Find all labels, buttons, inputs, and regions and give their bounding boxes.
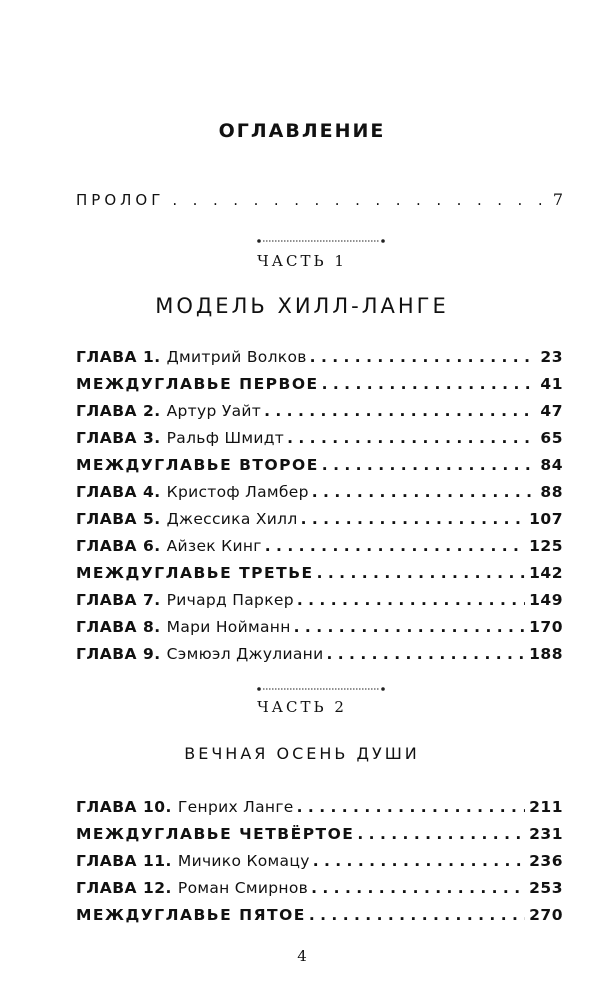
chapter-page: 149 [529,591,563,609]
chapter-page: 41 [540,375,563,393]
dot-leader [297,590,525,610]
chapter-page: 88 [540,483,563,501]
chapter-name: Дмитрий Волков [166,348,307,366]
dot-leader [294,617,526,637]
chapter-name: Мари Нойманн [166,618,291,636]
toc-title: ОГЛАВЛЕНИЕ [218,120,386,142]
chapter-label: ГЛАВА 7. [76,591,161,609]
chapter-label: ГЛАВА 4. [76,483,161,501]
toc-entry [76,878,563,898]
chapter-label: ГЛАВА 6. [76,537,161,555]
chapter-page: 188 [529,645,563,663]
toc-entry-prologue [76,190,563,209]
ornament-divider [256,238,386,244]
toc-entry [76,347,563,367]
chapter-name: Джессика Хилл [166,510,298,528]
chapter-page: 231 [529,825,563,843]
chapter-name: Артур Уайт [166,402,262,420]
part-1-label: ЧАСТЬ 1 [257,252,347,270]
dot-leader [317,563,526,583]
chapter-name: Кристоф Ламбер [166,483,309,501]
toc-entry [76,482,563,502]
dot-leader [322,455,537,475]
part-1-title: МОДЕЛЬ ХИЛЛ-ЛАНГЕ [155,294,449,318]
toc-entry [76,536,563,556]
chapter-page: 253 [529,879,563,897]
chapter-label: МЕЖДУГЛАВЬЕ ТРЕТЬЕ [76,564,314,582]
page-number: 4 [297,947,307,965]
dot-leader [172,191,544,209]
chapter-label: ГЛАВА 1. [76,348,161,366]
chapter-label: МЕЖДУГЛАВЬЕ ЧЕТВЁРТОЕ [76,825,355,843]
dot-leader [301,509,526,529]
toc-entry [76,905,563,925]
chapter-name: Сэмюэл Джулиани [166,645,324,663]
chapter-label: ГЛАВА 5. [76,510,161,528]
dot-leader [322,374,537,394]
chapter-name: Айзек Кинг [166,537,262,555]
dot-leader [326,644,525,664]
dot-leader [310,347,537,367]
dot-leader [313,851,525,871]
toc-entry [76,617,563,637]
part-2-title: ВЕЧНАЯ ОСЕНЬ ДУШИ [184,744,420,763]
chapter-label: ГЛАВА 8. [76,618,161,636]
chapter-page: 23 [540,348,563,366]
chapter-page: 142 [529,564,563,582]
chapter-name: Генрих Ланге [177,798,294,816]
dot-leader [297,797,526,817]
chapter-label: ГЛАВА 9. [76,645,161,663]
toc-entry [76,824,563,844]
chapter-label: ГЛАВА 2. [76,402,161,420]
part-2-label: ЧАСТЬ 2 [257,698,347,716]
toc-entry [76,428,563,448]
chapter-label: МЕЖДУГЛАВЬЕ ПЕРВОЕ [76,375,319,393]
chapter-page: 211 [529,798,563,816]
dot-leader [287,428,536,448]
toc-entry [76,401,563,421]
toc-entry [76,374,563,394]
chapter-name: Роман Смирнов [177,879,309,897]
chapter-page: 125 [529,537,563,555]
dot-leader [264,401,536,421]
toc-entry [76,851,563,871]
chapter-label: ГЛАВА 10. [76,798,172,816]
dot-leader [312,482,537,502]
chapter-page: 47 [540,402,563,420]
chapter-page: 84 [540,456,563,474]
chapter-label: ГЛАВА 11. [76,852,172,870]
toc-entry [76,455,563,475]
chapter-page: 170 [529,618,563,636]
chapter-name: Ричард Паркер [166,591,294,609]
chapter-name: Ральф Шмидт [166,429,285,447]
dot-leader [357,824,525,844]
toc-entry [76,590,563,610]
ornament-divider [256,686,386,692]
toc-entry [76,509,563,529]
chapter-page: 236 [529,852,563,870]
toc-entry [76,644,563,664]
dot-leader [311,878,525,898]
dot-leader [309,905,525,925]
chapter-page: 65 [540,429,563,447]
prologue-label: ПРОЛОГ [76,191,165,209]
dot-leader [265,536,525,556]
toc-entry [76,563,563,583]
prologue-page: 7 [552,190,563,209]
chapter-page: 107 [529,510,563,528]
chapter-label: ГЛАВА 3. [76,429,161,447]
chapter-label: МЕЖДУГЛАВЬЕ ВТОРОЕ [76,456,319,474]
chapter-label: ГЛАВА 12. [76,879,172,897]
chapter-name: Мичико Комацу [177,852,310,870]
chapter-label: МЕЖДУГЛАВЬЕ ПЯТОЕ [76,906,306,924]
chapter-page: 270 [529,906,563,924]
toc-entry [76,797,563,817]
